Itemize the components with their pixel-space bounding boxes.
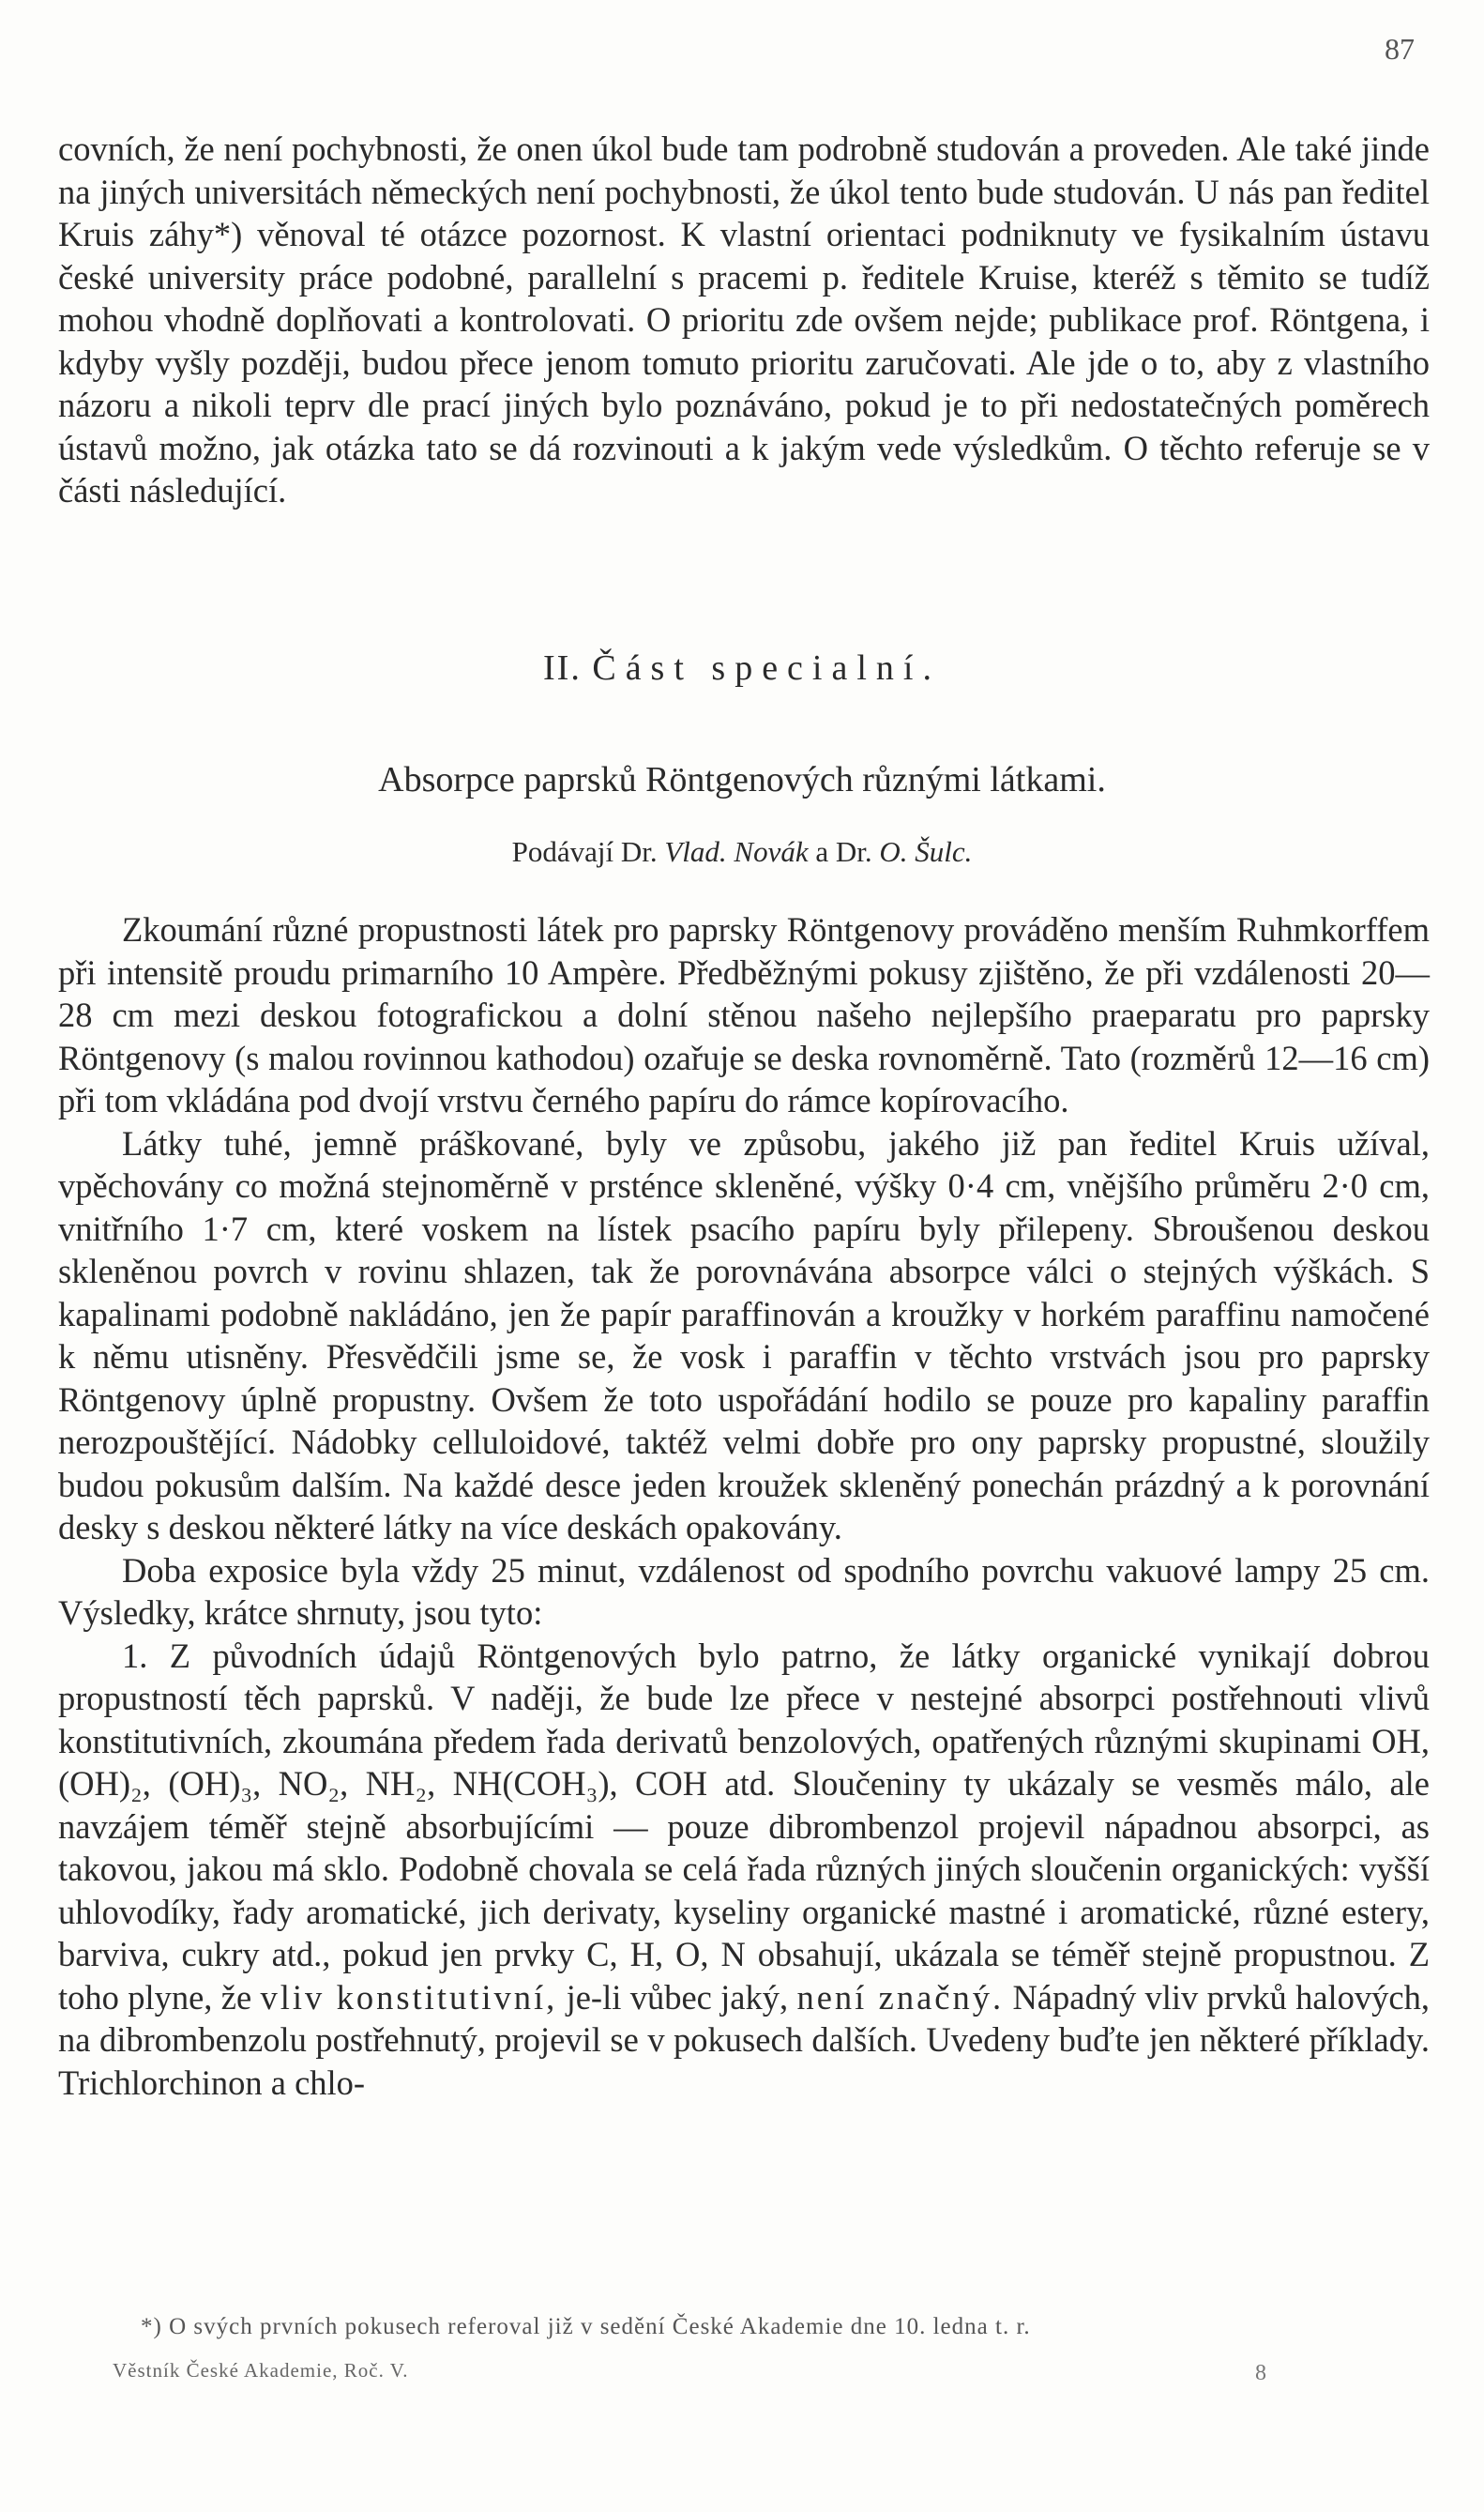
author-sulc: O. Šulc. (879, 835, 973, 868)
journal-signature: Věstník České Akademie, Roč. V. (113, 2359, 409, 2382)
body-paragraph-1: Zkoumání různé propustnosti látek pro paprsky Röntgenovy prováděno menším Ruhmkorffem při intensitě proudu primarního 10 Ampère. Předběžnými pokusy zjištěno, že při vzdálenosti 20—28 cm mezi deskou fotografickou a dolní stěnou našeho nejlepšího praeparatu pro paprsky Röntgenovy (s malou rovinnou kathodou) ozařuje se deska rovnoměrně. Tato (rozměrů 12—16 cm) při tom vkládána pod dvojí vrstvu černého papíru do rámce kopírovacího. (58, 910, 1430, 1119)
article-title: Absorpce paprsků Röntgenových různými látkami. (378, 760, 1106, 799)
body-paragraph-2: Látky tuhé, jemně práškované, byly ve způsobu, jakého již pan ředitel Kruis užíval, vpěchovány co možná stejnoměrně v prsténce skleněné, výšky 0·4 cm, vnějšího průměru 2·0 cm, vnitřního 1·7 cm, které voskem na lístek psacího papíru byly přilepeny. Sbroušenou deskou skleněnou povrch v rovinu shlazen, tak že porovnávána absorpce válci o stejných výškách. S kapalinami podobně nakládáno, jen že papír paraffinován a kroužky v horkém paraffinu namočené k němu utisněny. Přesvědčili jsme se, že vosk i paraffin v těchto vrstvách jsou pro paprsky Röntgenovy úplně propustny. Ovšem že toto uspořádání hodilo se pouze pro kapaliny paraffin nerozpouštějící. Nádobky celluloidové, taktéž velmi dobře pro ony paprsky propustné, sloužily budou pokusům dalším. Na každé desce jeden kroužek skleněný ponechán prázdný a k porovnání desky s deskou některé látky na více deskách opakovány. (58, 1123, 1430, 1546)
byline (0, 835, 1484, 869)
paragraph-4-part-c: Nápadný vliv prvků halových, na dibrombenzolu postřehnutý, projevil se v pokusech dalších. Uvedeny buďte jen některé příklady. Trichlorchinon a chlo- (58, 1977, 1431, 2102)
paragraph-4-part-b: je-li vůbec jaký, (566, 1977, 789, 2017)
sheet-number: 8 (1255, 2361, 1266, 2385)
footnote: *) O svých prvních pokusech referoval již v sedění České Akademie dne 10. ledna t. r. (141, 2314, 1031, 2339)
emphasis-not-significant: není značný. (796, 1977, 1005, 2017)
part-numeral: II. (543, 648, 582, 688)
paragraph-4-part-a: 1. Z původních údajů Röntgenových bylo patrno, že látky organické vynikají dobrou propustností těch paprsků. V naději, že bude lze přece v nestejné absorpci postřehnouti vlivů konstitutivních, zkoumána předem řada derivatů benzolových, opatřených různými skupinami OH, (OH)₂, (OH)₃, NO₂, NH₂, NH(COH₃), COH atd. Sloučeniny ty ukázaly se vesměs málo, ale navzájem téměř stejně absorbujícími — pouze dibrombenzol projevil nápadnou absorpci, as takovou, jakou má sklo. Podobně chovala se celá řada různých jiných sloučenin organických: vyšší uhlovodíky, řady aromatické, jich derivaty, kyseliny organické mastné i aromatické, různé estery, barviva, cukry atd., pokud jen prvky C, H, O, N obsahují, ukázala se téměř stejně propustnou. Z toho plyne, že (58, 1636, 1430, 2017)
page-number: 87 (1385, 32, 1415, 66)
body-paragraph-4 (58, 1635, 1430, 2105)
intro-text (58, 128, 1430, 512)
body-paragraph-3: Doba exposice byla vždy 25 minut, vzdálenost od spodního povrchu vakuové lampy 25 cm. Výsledky, krátce shrnuty, jsou tyto: (58, 1550, 1430, 1632)
part-title: Část specialní. (592, 648, 941, 688)
emphasis-constitutive: vliv konstitutivní, (260, 1977, 558, 2017)
intro-paragraph: covních, že není pochybnosti, že onen úkol bude tam podrobně studován a proveden. Ale také jinde na jiných universitách německých není pochybnosti, že úkol tento bude studován. U nás pan ředitel Kruis záhy*) věnoval té otázce pozornost. K vlastní orientaci podniknuty ve fysikalním ústavu české university práce podobné, parallelní s pracemi p. ředitele Kruise, kteréž s těmito se tudíž mohou vhodně doplňovati a kontrolovati. O prioritu zde ovšem nejde; publikace prof. Röntgena, i kdyby vyšly později, budou přece jenom tomuto prioritu zaručovati. Ale jde o to, aby z vlastního názoru a nikoli teprv dle prací jiných bylo poznáváno, pokud je to při nedostatečných poměrech ústavů možno, jak otázka tato se dá rozvinouti a k jakým vede výsledkům. O těchto referuje se v části následující. (58, 129, 1430, 510)
article-body (58, 908, 1430, 2104)
byline-and: a Dr. (815, 835, 872, 868)
part-heading (0, 647, 1484, 689)
author-novak: Vlad. Novák (664, 835, 809, 868)
byline-prefix: Podávají Dr. (511, 835, 658, 868)
